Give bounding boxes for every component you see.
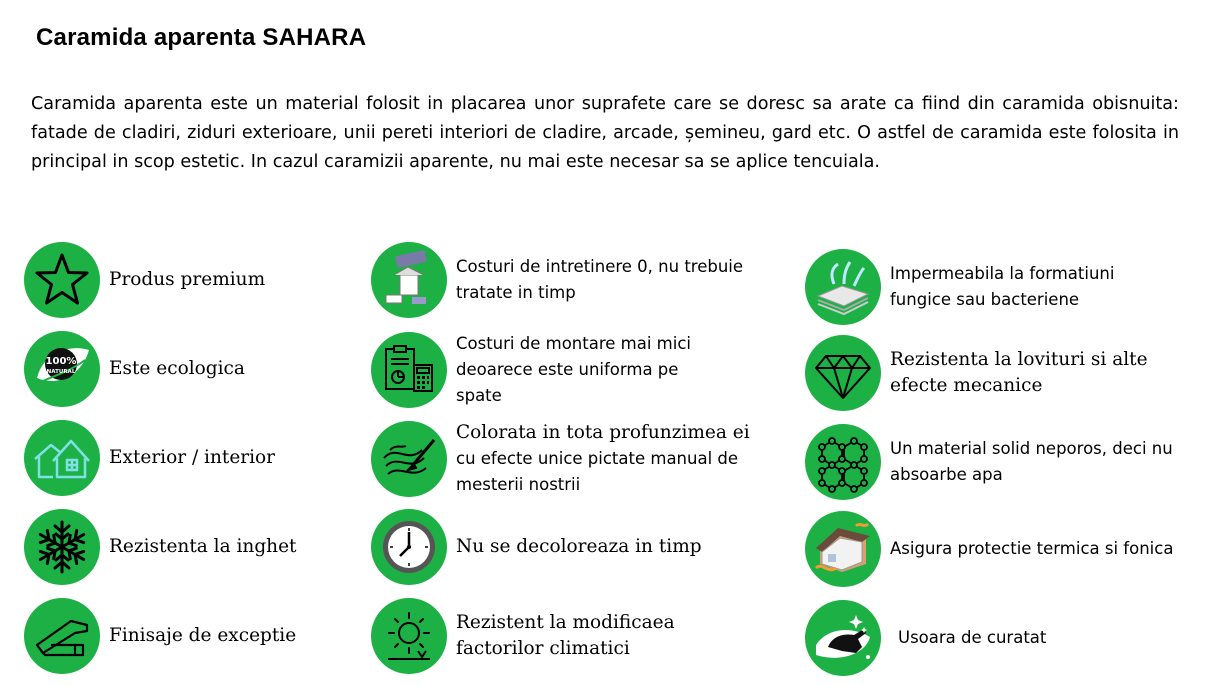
house-insulation-icon	[805, 511, 881, 587]
feature-label: Colorata in tota profunzimea ei cu efecte unice pictate manual de mesterii nostrii	[456, 422, 750, 494]
molecule-icon	[805, 424, 881, 500]
cleaning-hand-icon	[805, 600, 881, 676]
feature-label: Nu se decoloreaza in timp	[456, 536, 702, 557]
sun-icon	[371, 598, 447, 674]
feature-impermeabila	[805, 249, 1114, 325]
waterproof-layer-icon	[805, 249, 881, 325]
feature-produs-premium	[24, 242, 265, 318]
feature-label: Asigura protectie termica si fonica	[890, 539, 1174, 558]
feature-nu-se-decoloreaza	[371, 509, 702, 585]
star-icon	[24, 242, 100, 318]
feature-finisaje	[24, 598, 296, 674]
svg-text:NATURAL: NATURAL	[46, 369, 76, 375]
calculator-icon	[371, 332, 447, 408]
page-title: Caramida aparenta SAHARA	[36, 24, 367, 51]
feature-usoara-curatat	[805, 600, 1046, 676]
maintenance-cost-icon	[371, 242, 447, 318]
feature-label: Finisaje de exceptie	[109, 625, 297, 646]
feature-label: Este ecologica	[109, 358, 245, 379]
feature-label: Impermeabila la formatiuni fungice sau bacteriene	[890, 264, 1115, 309]
natural-leaf-icon	[24, 331, 100, 407]
feature-label: Rezistenta la lovituri si alte efecte mecanice	[890, 349, 1148, 396]
feature-label: Usoara de curatat	[898, 628, 1047, 647]
feature-colorata	[371, 420, 750, 498]
feature-costuri-montare	[371, 331, 691, 409]
feature-protectie-termica	[805, 511, 1173, 587]
feature-ecologica	[24, 331, 245, 407]
feature-label: Rezistenta la inghet	[109, 536, 297, 557]
feature-exterior-interior	[24, 420, 275, 496]
feature-material-solid	[805, 424, 1173, 500]
feature-label: Produs premium	[109, 269, 266, 290]
feature-costuri-intretinere	[371, 242, 743, 318]
paint-brush-icon	[371, 421, 447, 497]
feature-label: Exterior / interior	[109, 447, 276, 468]
feature-rezistenta-lovituri	[805, 335, 1148, 411]
feature-label: Costuri de intretinere 0, nu trebuie tratate in timp	[456, 257, 744, 302]
svg-text:100%: 100%	[45, 356, 77, 367]
house-icon	[24, 420, 100, 496]
intro-paragraph: Caramida aparenta este un material folosit in placarea unor suprafete care se doresc sa arate ca fiind din caramida obisnuita: fatade de cladiri, ziduri exterioare, unii pereti interiori de cladire, arcade, șemineu, gard etc. O astfel de caramida este folosita in principal in scop estetic. In cazul caramizii aparente, nu mai este necesar sa se aplice tencuiala.	[31, 94, 1179, 172]
paint-tube-icon	[24, 598, 100, 674]
feature-label: Un material solid neporos, deci nu absoarbe apa	[890, 439, 1173, 484]
feature-label: Costuri de montare mai mici deoarece este uniforma pe spate	[456, 334, 691, 405]
diamond-icon	[805, 335, 881, 411]
feature-inghet	[24, 509, 296, 585]
snowflake-icon	[24, 509, 100, 585]
feature-label: Rezistent la modificaea factorilor climatici	[456, 612, 675, 659]
feature-rezistent-climatici	[371, 598, 675, 674]
clock-icon	[371, 509, 447, 585]
